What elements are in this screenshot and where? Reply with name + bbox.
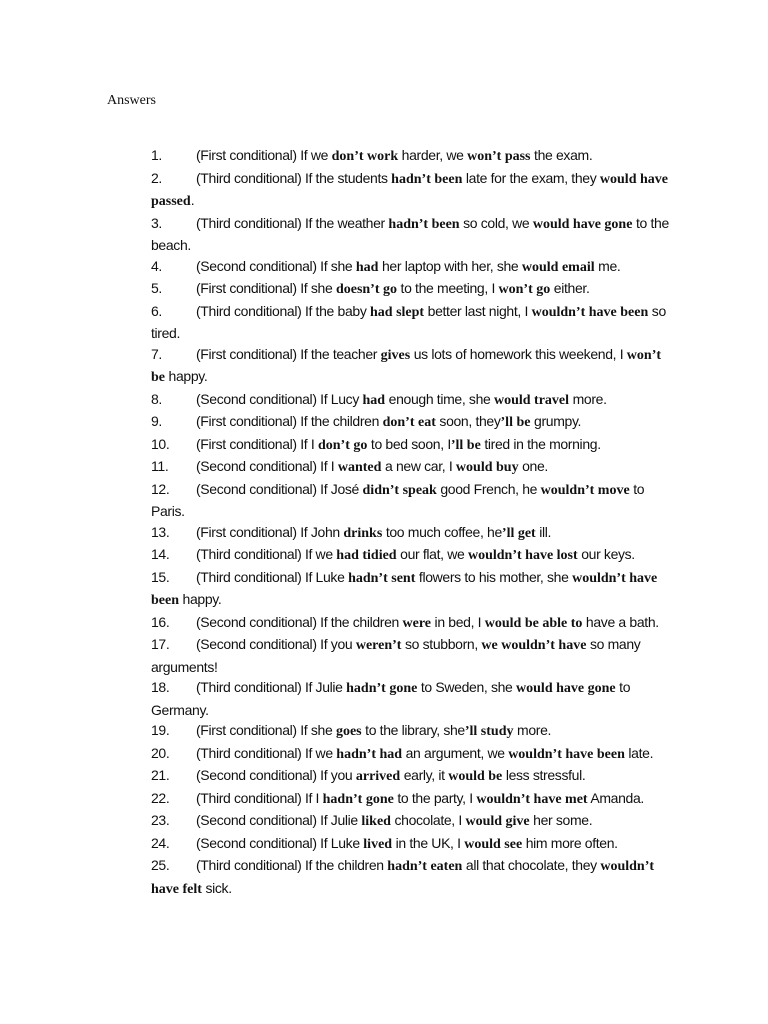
answer-item	[151, 456, 671, 479]
answer-verb-bold: liked	[361, 814, 391, 829]
answer-item	[151, 213, 671, 256]
answer-number: 1.	[151, 147, 162, 163]
answer-number: 24.	[151, 834, 170, 851]
answer-text: so tired.	[151, 302, 666, 341]
answer-text: late for the exam, they	[462, 169, 600, 186]
answer-number: 7.	[151, 345, 162, 362]
answer-item	[151, 389, 671, 412]
answer-number: 8.	[151, 390, 162, 407]
answer-text: (First conditional) If John	[196, 523, 344, 540]
answer-text: her some.	[529, 812, 593, 828]
answer-verb-bold: wouldn’t have felt	[151, 859, 655, 897]
answer-verb-bold: arrived	[355, 769, 401, 784]
answer-text: flowers to his mother, she	[415, 568, 573, 585]
answer-text: (First conditional) If we	[196, 147, 332, 163]
answer-text: to Germany.	[151, 679, 631, 718]
answer-number: 3.	[151, 214, 162, 231]
answer-text: a new car, I	[381, 458, 456, 474]
answer-text: our flat, we	[396, 546, 468, 562]
answer-text: (Second conditional) If she	[196, 257, 356, 274]
answer-item	[151, 479, 671, 522]
answer-verb-bold: wouldn’t have been	[531, 304, 649, 320]
answer-number: 13.	[151, 523, 170, 540]
answer-item	[151, 810, 671, 833]
answer-verb-bold: would be	[448, 769, 503, 784]
answer-item	[151, 522, 671, 545]
answer-text: him more often.	[522, 834, 618, 851]
answer-verb-bold: had tidied	[336, 548, 397, 563]
answer-verb-bold: didn’t speak	[362, 482, 437, 498]
answer-list	[151, 145, 671, 900]
answer-text: grumpy.	[530, 413, 582, 429]
answer-text: (Second conditional) If the children	[196, 613, 403, 630]
answer-number: 23.	[151, 812, 170, 828]
answer-verb-bold: wouldn’t have been	[508, 746, 625, 762]
answer-text: (Second conditional) If Julie	[196, 812, 362, 828]
answer-text: less stressful.	[502, 767, 586, 783]
answer-verb-bold: wouldn’t move	[540, 482, 630, 498]
answer-text: one.	[518, 458, 548, 474]
answer-item	[151, 765, 671, 788]
answer-text: to Sweden, she	[417, 679, 517, 695]
answer-verb-bold: would have gone	[532, 216, 633, 232]
answer-item	[151, 720, 671, 743]
answer-text: (First conditional) If she	[196, 722, 336, 738]
answer-text: (Second conditional) If José	[196, 480, 363, 497]
answer-text: an argument, we	[402, 744, 509, 761]
answer-verb-bold: weren’t	[355, 638, 402, 653]
answer-item	[151, 301, 671, 344]
answer-number: 25.	[151, 857, 170, 873]
answer-verb-bold: would email	[521, 259, 595, 275]
answer-text: to the party, I	[393, 789, 477, 806]
answer-verb-bold: would travel	[493, 392, 570, 408]
answer-text: (Third conditional) If we	[196, 546, 337, 562]
answer-text: better last night, I	[424, 302, 532, 319]
answer-item	[151, 411, 671, 434]
answer-item	[151, 168, 671, 213]
answer-verb-bold: wanted	[337, 460, 382, 475]
answer-text: either.	[550, 280, 590, 296]
answer-text: .	[190, 192, 195, 208]
answer-number: 6.	[151, 302, 162, 319]
answer-text: (Second conditional) If Lucy	[196, 390, 363, 407]
answer-text: so many arguments!	[151, 636, 641, 675]
answer-text: (Third conditional) If I	[196, 789, 323, 806]
answer-text: in bed, I	[431, 613, 485, 630]
answer-verb-bold: ’ll be	[450, 437, 481, 453]
answer-verb-bold: goes	[335, 724, 362, 739]
answer-verb-bold: drinks	[343, 525, 383, 541]
answer-text: (Second conditional) If Luke	[196, 834, 364, 851]
answer-text: enough time, she	[385, 390, 494, 407]
answer-verb-bold: won’t pass	[467, 149, 531, 164]
answer-number: 2.	[151, 169, 162, 186]
answer-text: (Second conditional) If you	[196, 767, 356, 783]
answer-number: 15.	[151, 568, 170, 585]
answer-verb-bold: don’t work	[331, 149, 399, 164]
answer-verb-bold: would have passed	[151, 171, 668, 209]
answer-text: (First conditional) If I	[196, 435, 318, 452]
answer-verb-bold: would be able to	[484, 615, 583, 631]
answer-verb-bold: won’t go	[498, 282, 551, 297]
answer-text: to the meeting, I	[397, 280, 499, 296]
answer-number: 16.	[151, 613, 170, 630]
answer-item	[151, 634, 671, 677]
answer-text: happy.	[179, 591, 222, 607]
answer-text: (Third conditional) If the baby	[196, 302, 371, 319]
answer-item	[151, 743, 671, 766]
answer-text: (Third conditional) If we	[196, 744, 337, 761]
answer-verb-bold: had	[362, 392, 386, 408]
answer-item	[151, 434, 671, 457]
answer-verb-bold: gives	[380, 347, 411, 363]
answer-verb-bold: would have gone	[516, 681, 616, 696]
answer-text: have a bath.	[582, 613, 659, 630]
answer-number: 9.	[151, 413, 162, 429]
answer-text: to the library, she	[361, 722, 465, 738]
answer-number: 14.	[151, 546, 170, 562]
answer-text: good French, he	[436, 480, 541, 497]
answer-text: (Second conditional) If you	[196, 636, 356, 652]
answer-verb-bold: doesn’t go	[335, 282, 397, 297]
answer-number: 4.	[151, 257, 162, 274]
answer-item	[151, 278, 671, 301]
answer-text: (First conditional) If the teacher	[196, 345, 381, 362]
answer-verb-bold: won’t be	[151, 347, 662, 385]
answer-verb-bold: wouldn’t have lost	[467, 548, 578, 563]
answer-verb-bold: wouldn’t have been	[151, 570, 658, 608]
answer-verb-bold: would see	[464, 836, 523, 852]
answer-verb-bold: ’ll get	[501, 525, 536, 541]
answer-text: so stubborn,	[401, 636, 482, 652]
answer-verb-bold: ’ll study	[464, 724, 514, 739]
answer-item	[151, 256, 671, 279]
answer-item	[151, 677, 671, 720]
page-heading: Answers	[107, 93, 156, 108]
answer-text: more.	[569, 390, 607, 407]
answer-item	[151, 145, 671, 168]
answer-text: tired in the morning.	[480, 435, 601, 452]
answer-verb-bold: we wouldn’t have	[481, 638, 587, 653]
answer-text: (Third conditional) If the children	[196, 857, 388, 873]
answer-number: 18.	[151, 679, 170, 695]
answer-item	[151, 833, 671, 856]
answer-text: late.	[624, 744, 654, 761]
answer-item	[151, 544, 671, 567]
answer-number: 10.	[151, 435, 170, 452]
answer-number: 12.	[151, 480, 170, 497]
answer-text: to bed soon, I	[367, 435, 451, 452]
answer-verb-bold: hadn’t been	[388, 216, 460, 232]
answer-item	[151, 567, 671, 612]
answer-item	[151, 344, 671, 389]
answer-verb-bold: were	[402, 615, 432, 631]
answer-verb-bold: would give	[465, 814, 530, 829]
answer-text: (Second conditional) If I	[196, 458, 338, 474]
answer-verb-bold: had	[355, 259, 379, 275]
answer-text: (Third conditional) If Luke	[196, 568, 349, 585]
answer-text: too much coffee, he	[382, 523, 502, 540]
answer-number: 17.	[151, 636, 170, 652]
answer-verb-bold: wouldn’t have met	[476, 791, 588, 807]
answer-text: me.	[594, 257, 621, 274]
answer-verb-bold: had slept	[370, 304, 425, 320]
answer-text: happy.	[165, 368, 208, 384]
answer-verb-bold: don’t eat	[382, 415, 436, 430]
answer-item	[151, 788, 671, 811]
answer-number: 21.	[151, 767, 170, 783]
answer-text: ill.	[535, 523, 552, 540]
answer-text: all that chocolate, they	[462, 857, 601, 873]
answer-item	[151, 855, 671, 900]
answer-text: her laptop with her, she	[378, 257, 522, 274]
answer-verb-bold: would buy	[455, 460, 519, 475]
answer-text: more.	[513, 722, 552, 738]
answer-verb-bold: don’t go	[317, 437, 368, 453]
answer-text: harder, we	[398, 147, 468, 163]
answer-item	[151, 612, 671, 635]
answer-number: 11.	[151, 458, 169, 474]
answer-text: chocolate, I	[390, 812, 466, 828]
answer-verb-bold: hadn’t gone	[346, 681, 418, 696]
answer-text: sick.	[201, 879, 232, 896]
answer-verb-bold: lived	[363, 836, 393, 852]
answer-verb-bold: hadn’t had	[336, 746, 403, 762]
answer-text: (First conditional) If she	[196, 280, 336, 296]
answer-text: (Third conditional) If the students	[196, 169, 392, 186]
answer-text: so cold, we	[459, 214, 533, 231]
answer-text: early, it	[400, 767, 449, 783]
answer-text: our keys.	[577, 546, 635, 562]
answer-verb-bold: ’ll be	[500, 415, 531, 430]
answer-text: to the beach.	[151, 214, 669, 253]
answer-text: (Third conditional) If Julie	[196, 679, 347, 695]
answer-verb-bold: hadn’t eaten	[387, 859, 463, 874]
answer-text: Amanda.	[587, 789, 644, 806]
answer-verb-bold: hadn’t been	[391, 171, 463, 187]
answer-number: 5.	[151, 280, 162, 296]
answer-verb-bold: hadn’t gone	[322, 791, 394, 807]
answer-text: the exam.	[530, 147, 593, 163]
answer-verb-bold: hadn’t sent	[348, 570, 416, 586]
answer-text: in the UK, I	[392, 834, 465, 851]
answer-text: us lots of homework this weekend, I	[410, 345, 627, 362]
answer-text: soon, they	[435, 413, 501, 429]
answer-number: 22.	[151, 789, 170, 806]
answer-text: (Third conditional) If the weather	[196, 214, 389, 231]
answer-number: 19.	[151, 722, 170, 738]
answer-text: (First conditional) If the children	[196, 413, 383, 429]
answer-text: to Paris.	[151, 480, 645, 519]
answer-number: 20.	[151, 744, 170, 761]
